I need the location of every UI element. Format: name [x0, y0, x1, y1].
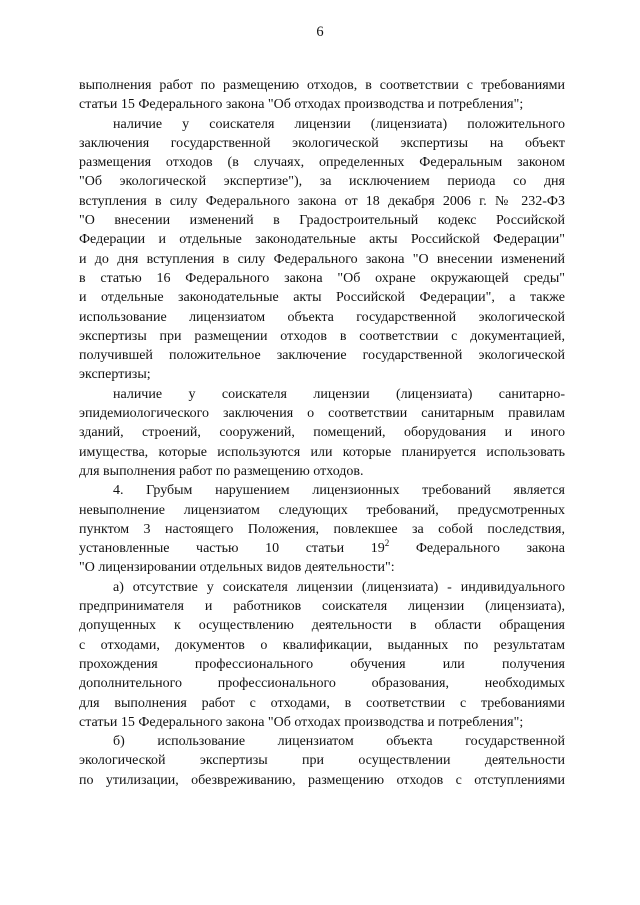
- superscript: 2: [384, 539, 390, 549]
- text-line: [79, 539, 565, 558]
- text-line: наличие у соискателя лицензии (лицензиата) санитарно-: [113, 386, 565, 402]
- text-line: размещения отходов (в случаях, определенных Федеральным законом: [79, 155, 565, 171]
- text-line: по утилизации, обезвреживанию, размещению отходов с отступлениями: [79, 772, 565, 788]
- text-line: невыполнение лицензиатом следующих требований, предусмотренных: [79, 502, 565, 518]
- text-line: б) использование лицензиатом объекта государственной: [113, 734, 565, 750]
- text-line: вступления в силу Федерального закона от 18 декабря 2006 г. № 232-ФЗ: [79, 193, 565, 209]
- text-line: зданий, строений, сооружений, помещений, оборудования и иного: [79, 425, 565, 441]
- text-line: прохождения профессионального обучения или получения: [79, 656, 565, 672]
- text-line: экспертизы при размещении отходов в соответствии с документацией,: [79, 328, 565, 344]
- text-line: экспертизы;: [79, 367, 151, 383]
- text-line: в статью 16 Федерального закона "Об охране окружающей среды": [79, 270, 565, 286]
- text-line: "О лицензировании отдельных видов деятельности":: [79, 560, 395, 576]
- text-line: статьи 15 Федерального закона "Об отходах производства и потребления";: [79, 97, 524, 113]
- text-line: и отдельные законодательные акты Российской Федерации", а также: [79, 290, 565, 306]
- text-line: использование лицензиатом объекта государственной экологической: [79, 309, 565, 325]
- text-line: имущества, которые используются или которые планируется использовать: [79, 444, 565, 460]
- text-line: экологической экспертизы при осуществлении деятельности: [79, 753, 565, 769]
- text-segment: установленные частью 10 статьи 19: [79, 541, 385, 557]
- text-line: наличие у соискателя лицензии (лицензиата) положительного: [113, 116, 565, 132]
- text-line: пунктом 3 настоящего Положения, повлекшее за собой последствия,: [79, 521, 565, 537]
- text-line: "О внесении изменений в Градостроительный кодекс Российской: [79, 213, 565, 229]
- text-line: дополнительного профессионального образования, необходимых: [79, 676, 565, 692]
- text-line: "Об экологической экспертизе"), за исключением периода со дня: [79, 174, 565, 190]
- text-line: выполнения работ по размещению отходов, в соответствии с требованиями: [79, 78, 565, 93]
- text-line: получившей положительное заключение государственной экологической: [79, 348, 565, 364]
- text-line: заключения государственной экологической экспертизы на объект: [79, 135, 565, 151]
- text-line: статьи 15 Федерального закона "Об отходах производства и потребления";: [79, 714, 524, 730]
- text-segment: Федерального закона: [389, 541, 565, 557]
- text-line: для выполнения работ с отходами, в соответствии с требованиями: [79, 695, 565, 711]
- text-line: Федерации и отдельные законодательные акты Российской Федерации": [79, 232, 565, 248]
- text-line: с отходами, документов о квалификации, выданных по результатам: [79, 637, 565, 653]
- text-line: для выполнения работ по размещению отходов.: [79, 463, 364, 479]
- text-line: и до дня вступления в силу Федерального закона "О внесении изменений: [79, 251, 565, 267]
- text-line: допущенных к осуществлению деятельности в области обращения: [79, 618, 565, 634]
- text-line: эпидемиологического заключения о соответствии санитарным правилам: [79, 406, 565, 422]
- text-line: а) отсутствие у соискателя лицензии (лицензиата) - индивидуального: [113, 579, 565, 595]
- text-line: 4. Грубым нарушением лицензионных требований является: [113, 483, 565, 499]
- text-line: предпринимателя и работников соискателя лицензии (лицензиата),: [79, 599, 565, 615]
- body-text: [79, 76, 565, 790]
- page-number: 6: [316, 24, 324, 40]
